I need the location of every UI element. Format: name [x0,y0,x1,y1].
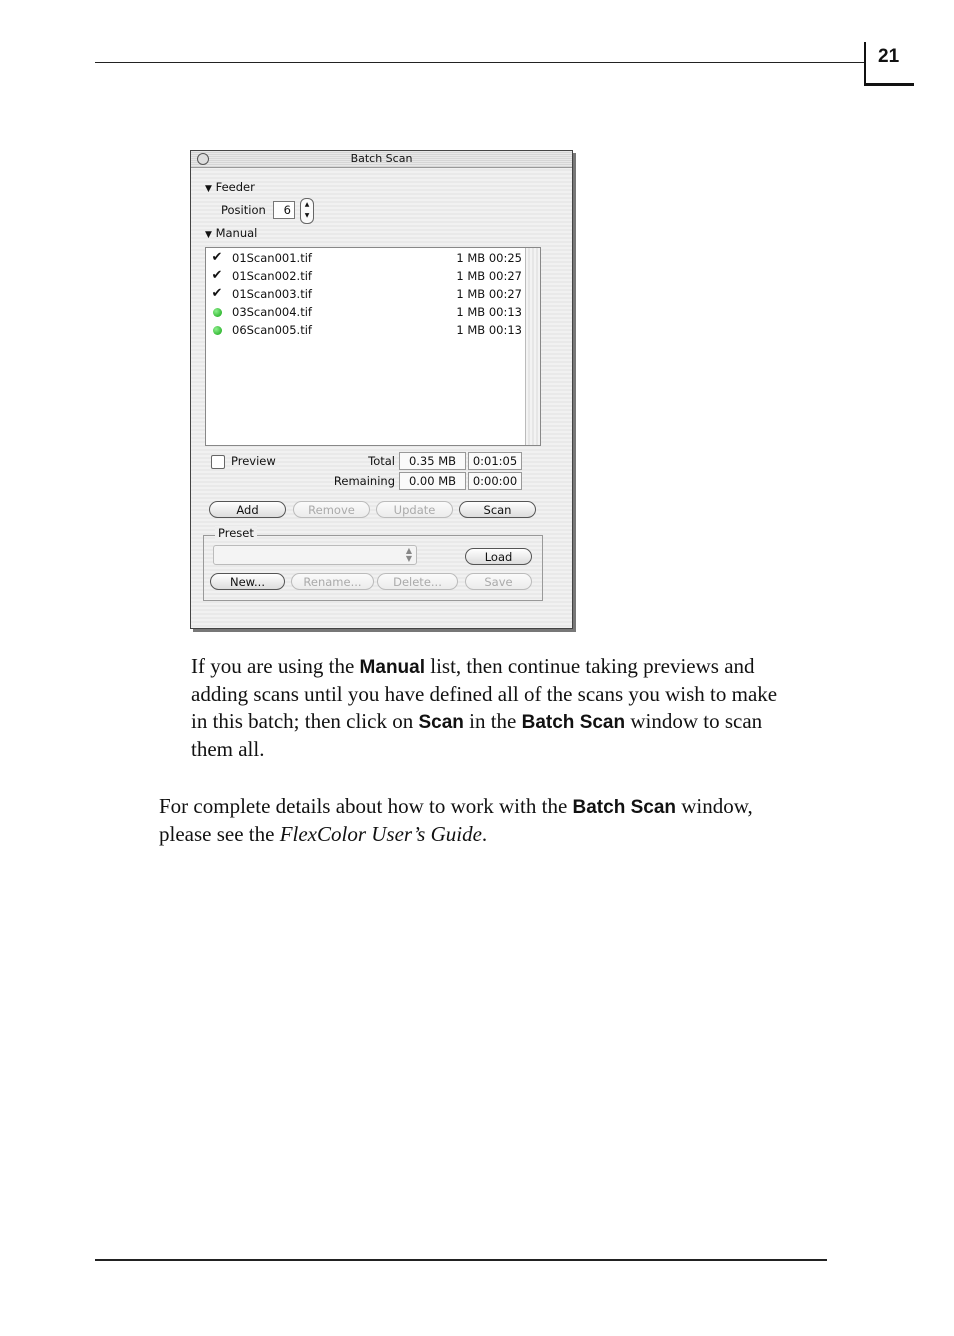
remaining-size: 0.00 MB [399,472,466,490]
book-title: FlexColor User’s Guide [279,822,482,846]
scan-list[interactable] [205,247,541,446]
details-paragraph [159,793,753,848]
bold-term: Manual [359,657,425,678]
remaining-time: 0:00:00 [468,472,522,490]
text: If you are using the [191,654,360,678]
file-name: 01Scan001.tif [232,251,312,265]
disclosure-triangle-icon: ▼ [205,230,212,240]
file-name: 01Scan002.tif [232,269,312,283]
position-field[interactable]: 6 [273,201,295,219]
checkmark-icon: ✔ [211,250,223,265]
paragraph-line [159,821,753,848]
position-stepper[interactable] [300,198,314,224]
paragraph-line: adding scans until you have defined all of the scans you wish to make [191,682,778,706]
paragraph-line [191,708,777,736]
header-rule [95,62,865,63]
green-dot-icon [210,322,224,338]
stepper-down-icon[interactable]: ▼ [304,212,310,219]
bold-term: Scan [418,712,464,733]
batch-scan-window [190,150,573,629]
manual-disclosure[interactable] [205,226,257,240]
checkmark-icon: ✔ [211,268,223,283]
preset-popup[interactable] [213,545,417,565]
title-bar[interactable] [191,151,572,168]
list-item[interactable] [206,250,526,268]
bold-term: Batch Scan [521,712,626,733]
text: please see the [159,822,280,846]
popup-arrows-icon: ▲ ▼ [405,546,412,563]
delete-button[interactable]: Delete... [377,573,458,590]
green-dot-icon [210,304,224,320]
text: window to scan [625,709,763,733]
paragraph-line [159,793,753,821]
checkmark-icon: ✔ [211,286,223,301]
update-button[interactable]: Update [376,501,453,518]
file-name: 01Scan003.tif [232,287,312,301]
new-button[interactable]: New... [210,573,285,590]
paragraph-line [191,653,777,681]
text: window, [676,794,753,818]
total-time: 0:01:05 [468,452,522,470]
list-item[interactable] [206,322,526,340]
list-item[interactable] [206,268,526,286]
list-item[interactable] [206,304,526,322]
manual-label: Manual [215,226,258,240]
load-button[interactable]: Load [465,548,532,565]
feeder-label: Feeder [215,180,255,194]
stepper-up-icon[interactable]: ▲ [304,201,310,208]
list-scrollbar[interactable] [525,248,540,445]
paragraph-line: them all. [191,737,265,761]
file-info: 1 MB 00:13 [456,305,522,319]
total-size: 0.35 MB [399,452,466,470]
text: For complete details about how to work with the [159,794,573,818]
file-info: 1 MB 00:27 [456,269,522,283]
preset-label: Preset [215,526,257,540]
file-info: 1 MB 00:13 [456,323,522,337]
position-label: Position [221,203,266,217]
disclosure-triangle-icon: ▼ [205,184,212,194]
preview-label: Preview [231,454,276,468]
text: in this batch; then click on [191,709,419,733]
text: list, then continue taking previews and [425,654,755,678]
scan-button[interactable]: Scan [459,501,536,518]
text: in the [463,709,522,733]
file-info: 1 MB 00:25 [456,251,522,265]
preview-checkbox[interactable] [211,455,225,469]
total-label: Total [368,454,395,468]
instruction-paragraph [191,653,777,763]
save-button[interactable]: Save [465,573,532,590]
file-name: 06Scan005.tif [232,323,312,337]
rename-button[interactable]: Rename... [291,573,374,590]
file-name: 03Scan004.tif [232,305,312,319]
list-item[interactable] [206,286,526,304]
file-info: 1 MB 00:27 [456,287,522,301]
add-button[interactable]: Add [209,501,286,518]
remove-button[interactable]: Remove [293,501,370,518]
remaining-label: Remaining [333,474,395,488]
bold-term: Batch Scan [572,797,676,818]
text: . [481,822,488,846]
window-title: Batch Scan [350,152,413,165]
feeder-disclosure[interactable] [205,180,255,194]
footer-rule [95,1259,827,1261]
page-number: 21 [878,46,900,67]
